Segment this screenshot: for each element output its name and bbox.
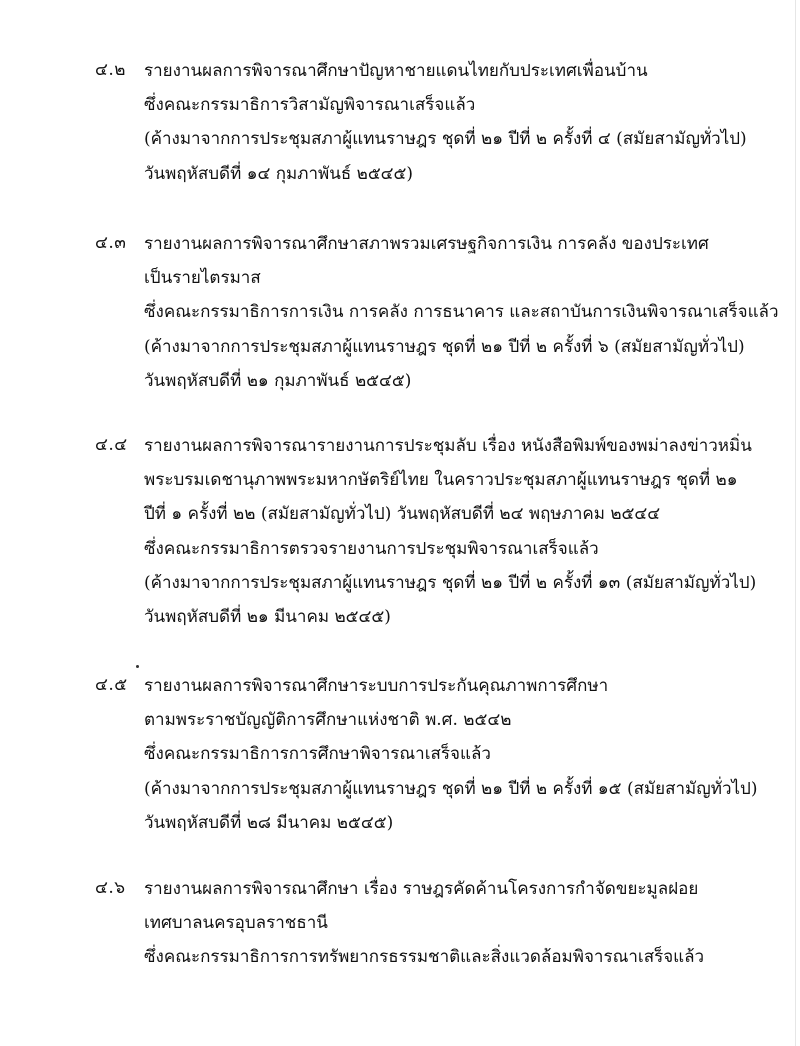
item-text (144, 429, 794, 634)
item-title-line: รายงานผลการพิจารณาศึกษาสภาพรวมเศรษฐกิจการเงิน การคลัง ของประเทศ (144, 234, 709, 254)
committee-line: ซึ่งคณะกรรมาธิการวิสามัญพิจารณาเสร็จแล้ว (144, 95, 476, 116)
item-title-line: รายงานผลการพิจารณาศึกษาปัญหาชายแดนไทยกับประเทศเพื่อนบ้าน (144, 61, 648, 81)
item-number: ๔.๓ (95, 233, 127, 253)
item-title-line: รายงานผลการพิจารณารายงานการประชุมลับ เรื่อง หนังสือพิมพ์ของพม่าลงข่าวหมิ่น (144, 436, 752, 456)
committee-line: ซึ่งคณะกรรมาธิการการเงิน การคลัง การธนาคาร และสถาบันการเงินพิจารณาเสร็จแล้ว (144, 302, 779, 323)
pending-from-line: (ค้างมาจากการประชุมสภาผู้แทนราษฎร ชุดที่ ๒๑ ปีที่ ๒ ครั้งที่ ๑๕ (สมัยสามัญทั่วไป) (144, 778, 758, 799)
item-number: ๔.๒ (95, 60, 126, 80)
item-text (144, 669, 794, 840)
item-title-line: เทศบาลนครอุบลราชธานี (144, 913, 328, 934)
item-number: ๔.๖ (95, 878, 126, 898)
item-title-line: ปีที่ ๑ ครั้งที่ ๒๒ (สมัยสามัญทั่วไป) วันพฤหัสบดีที่ ๒๔ พฤษภาคม ๒๕๔๔ (144, 504, 661, 525)
item-title-line: เป็นรายไตรมาส (144, 268, 261, 289)
pending-from-line: (ค้างมาจากการประชุมสภาผู้แทนราษฎร ชุดที่ ๒๑ ปีที่ ๒ ครั้งที่ ๔ (สมัยสามัญทั่วไป) (144, 129, 747, 150)
scan-speck (136, 665, 139, 668)
date-line: วันพฤหัสบดีที่ ๑๔ กุมภาพันธ์ ๒๕๔๕) (144, 163, 414, 184)
item-title-line: รายงานผลการพิจารณาศึกษาระบบการประกันคุณภาพการศึกษา (144, 676, 609, 696)
date-line: วันพฤหัสบดีที่ ๒๑ กุมภาพันธ์ ๒๕๔๕) (144, 370, 412, 391)
committee-line: ซึ่งคณะกรรมาธิการการทรัพยากรธรรมชาติและสิ่งแวดล้อมพิจารณาเสร็จแล้ว (144, 947, 705, 968)
date-line: วันพฤหัสบดีที่ ๒๑ มีนาคม ๒๕๔๕) (144, 607, 391, 628)
committee-line: ซึ่งคณะกรรมาธิการการศึกษาพิจารณาเสร็จแล้ว (144, 744, 491, 765)
date-line: วันพฤหัสบดีที่ ๒๘ มีนาคม ๒๕๔๕) (144, 812, 394, 833)
committee-line: ซึ่งคณะกรรมาธิการตรวจรายงานการประชุมพิจารณาเสร็จแล้ว (144, 538, 599, 559)
item-text (144, 54, 794, 191)
pending-from-line: (ค้างมาจากการประชุมสภาผู้แทนราษฎร ชุดที่ ๒๑ ปีที่ ๒ ครั้งที่ ๖ (สมัยสามัญทั่วไป) (144, 336, 745, 357)
item-text (144, 872, 794, 975)
item-number: ๔.๔ (95, 435, 128, 455)
pending-from-line: (ค้างมาจากการประชุมสภาผู้แทนราษฎร ชุดที่ ๒๑ ปีที่ ๒ ครั้งที่ ๑๓ (สมัยสามัญทั่วไป) (144, 572, 757, 593)
item-title-line: พระบรมเดชานุภาพพระมหากษัตริย์ไทย ในคราวประชุมสภาผู้แทนราษฎร ชุดที่ ๒๑ (144, 470, 738, 491)
item-title-line: ตามพระราชบัญญัติการศึกษาแห่งชาติ พ.ศ. ๒๕๔๒ (144, 710, 512, 731)
scan-edge (795, 0, 796, 1046)
item-title-line: รายงานผลการพิจารณาศึกษา เรื่อง ราษฎรคัดค้านโครงการกำจัดขยะมูลฝอย (144, 879, 699, 899)
item-number: ๔.๕ (95, 675, 128, 695)
item-text (144, 227, 794, 398)
